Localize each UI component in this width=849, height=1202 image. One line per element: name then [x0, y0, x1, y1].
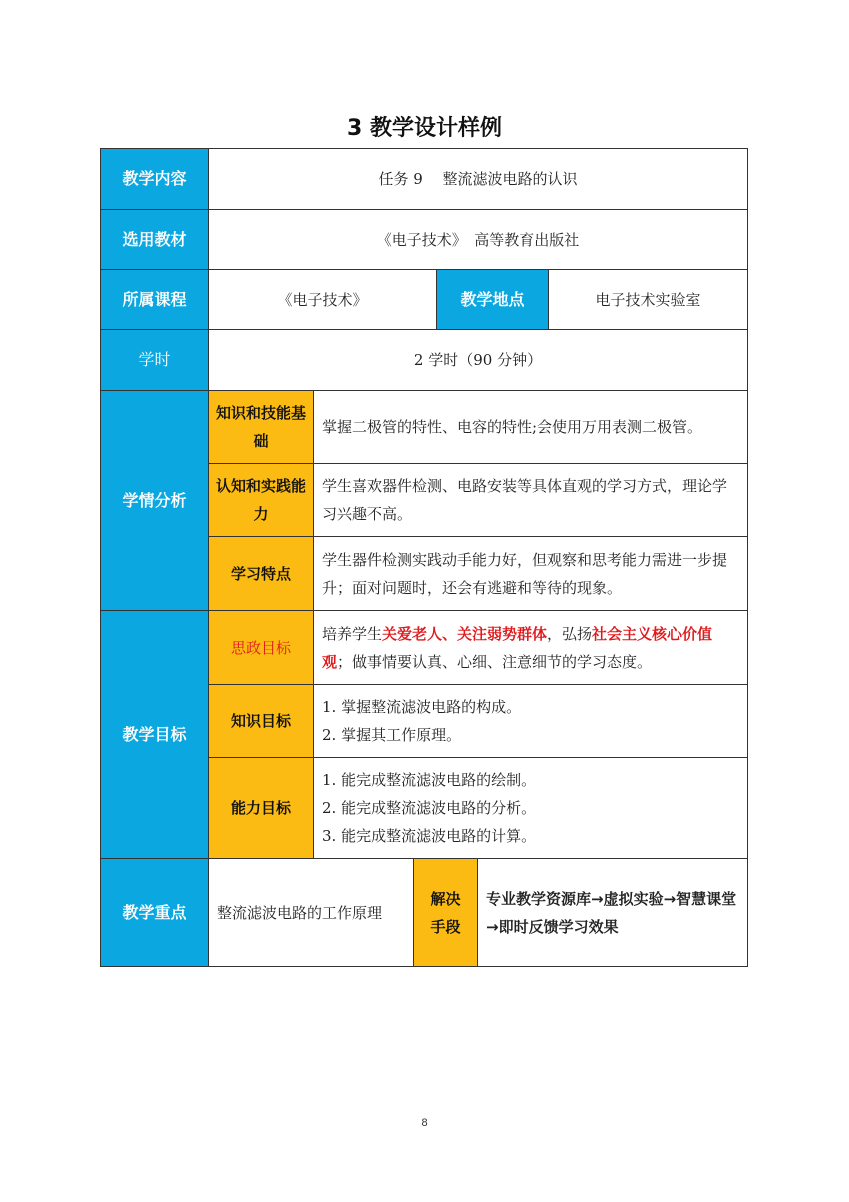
course-value: 《电子技术》: [208, 269, 437, 330]
ability-goal-line: 2. 能完成整流滤波电路的分析。: [322, 799, 537, 817]
method-value: [477, 858, 748, 967]
ability-goal-label: [208, 757, 314, 859]
method-label: [413, 858, 478, 967]
ideological-text-1: 培养学生: [322, 624, 383, 643]
content-value: 任务 9 整流滤波电路的认识: [208, 148, 748, 210]
knowledge-goal-line: 1. 掌握整流滤波电路的构成。: [322, 698, 522, 716]
ability-goal-line: 1. 能完成整流滤波电路的绘制。: [322, 771, 537, 789]
analysis-label: 学情分析: [100, 390, 209, 611]
analysis-sublabel-text: 认知和实践能力: [215, 477, 306, 523]
hours-value: 2 学时（90 分钟）: [208, 329, 748, 391]
analysis-text: [313, 536, 748, 611]
textbook-label: 选用教材: [100, 209, 209, 270]
location-label: 教学地点: [436, 269, 549, 330]
goals-label: 教学目标: [100, 610, 209, 859]
ideological-goal-text: [313, 610, 748, 685]
knowledge-goal-line: 2. 掌握其工作原理。: [322, 726, 462, 744]
analysis-text: [313, 463, 748, 537]
ideological-goal-paragraph: [322, 620, 739, 676]
course-label: 所属课程: [100, 269, 209, 330]
textbook-value: 《电子技术》 高等教育出版社: [208, 209, 748, 270]
ability-goal-lines: [322, 766, 536, 850]
page-number: 8: [421, 1117, 428, 1129]
analysis-text-content: 学生器件检测实践动手能力好，但观察和思考能力需进一步提升；面对问题时，还会有逃避和等待的现象。: [322, 550, 728, 597]
ideological-text-2: ，弘扬: [547, 624, 593, 643]
ability-goal-label-text: 能力目标: [230, 799, 291, 817]
location-value: 电子技术实验室: [548, 269, 748, 330]
ideological-goal-label: [208, 610, 314, 685]
analysis-sublabel: [208, 463, 314, 537]
analysis-text-content: 掌握二极管的特性、电容的特性;会使用万用表测二极管。: [322, 418, 703, 436]
focus-label: 教学重点: [100, 858, 209, 967]
ideological-goal-label-text: 思政目标: [230, 638, 291, 657]
knowledge-goal-label: [208, 684, 314, 758]
content-label: 教学内容: [100, 148, 209, 210]
analysis-sublabel: [208, 536, 314, 611]
knowledge-goal-text: [313, 684, 748, 758]
knowledge-goal-lines: [322, 693, 521, 749]
ability-goal-line: 3. 能完成整流滤波电路的计算。: [322, 827, 537, 845]
ideological-text-3: ；做事情要认真、心细、注意细节的学习态度。: [337, 652, 653, 671]
analysis-sublabel-text: 学习特点: [230, 564, 291, 583]
hours-label: 学时: [100, 329, 209, 391]
ideological-highlight-1: 关爱老人、关注弱势群体: [382, 624, 548, 643]
method-label-text: 解决手段: [430, 889, 461, 936]
focus-value-text: 整流滤波电路的工作原理: [217, 903, 383, 922]
ability-goal-text: [313, 757, 748, 859]
focus-value: [208, 858, 414, 967]
analysis-text: [313, 390, 748, 464]
page-title: 3 教学设计样例: [347, 116, 502, 141]
analysis-sublabel-text: 知识和技能基础: [215, 404, 306, 450]
method-value-text: 专业教学资源库→虚拟实验→智慧课堂→即时反馈学习效果: [486, 889, 737, 936]
ideological-highlight-2: 社会主义核心价值观: [322, 624, 713, 671]
knowledge-goal-label-text: 知识目标: [230, 712, 291, 730]
analysis-text-content: 学生喜欢器件检测、电路安装等具体直观的学习方式，理论学习兴趣不高。: [322, 477, 728, 523]
analysis-sublabel: [208, 390, 314, 464]
